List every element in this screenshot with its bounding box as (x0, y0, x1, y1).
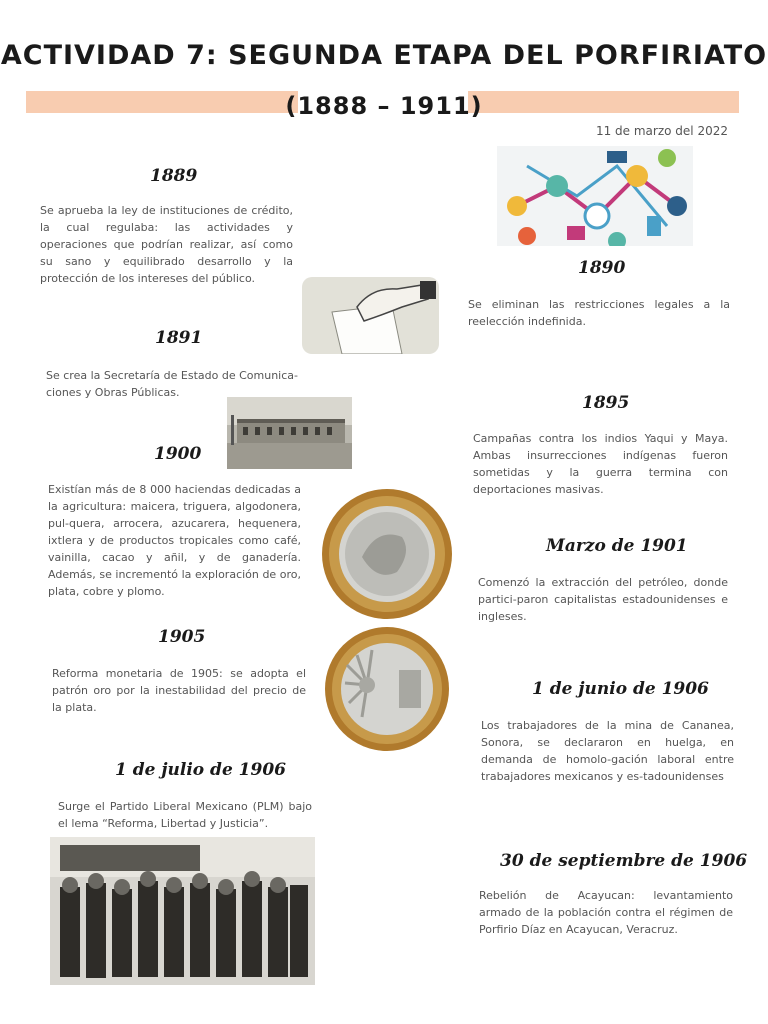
text-1905: Reforma monetaria de 1905: se adopta el patrón oro por la inestabilidad del precio de la plata. (52, 667, 306, 714)
text-1891: Se crea la Secretaría de Estado de Comunica-ciones y Obras Públicas. (46, 369, 298, 399)
heading-1900: 1900 (154, 444, 202, 464)
page-subtitle: (1888 – 1911) (285, 92, 483, 120)
text-1889: Se aprueba la ley de instituciones de crédito, la cual regulaba: las actividades y operaciones que podrían realizar, así como su sano y equilibrado desarrollo y la protección de los intereses del público. (40, 204, 293, 285)
page-title: ACTIVIDAD 7: SEGUNDA ETAPA DEL PORFIRIATO (0, 40, 768, 71)
text-1890: Se eliminan las restricciones legales a la reelección indefinida. (468, 298, 730, 328)
heading-1906-junio: 1 de junio de 1906 (532, 679, 709, 699)
coin-sun-image (317, 625, 458, 753)
document-date: 11 de marzo del 2022 (595, 124, 728, 138)
plm-group-photo (50, 837, 315, 985)
text-1906-julio: Surge el Partido Liberal Mexicano (PLM) bajo el lema “Reforma, Libertad y Justicia”. (58, 800, 312, 830)
text-1901: Comenzó la extracción del petróleo, donde partici-paron capitalistas estadounidenses e ingleses. (478, 576, 728, 623)
finance-network-image (497, 146, 693, 246)
heading-1890: 1890 (578, 258, 626, 278)
heading-1895: 1895 (582, 393, 630, 413)
coin-eagle-image (317, 487, 458, 621)
text-1895: Campañas contra los indios Yaqui y Maya. Ambas insurrecciones indígenas fueron sometidas y la guerra termina con deportaciones masivas. (473, 432, 728, 496)
heading-1901: Marzo de 1901 (546, 536, 688, 556)
building-photo (227, 397, 352, 469)
heading-1905: 1905 (158, 627, 206, 647)
heading-1891: 1891 (155, 328, 203, 348)
text-1906-septiembre: Rebelión de Acayucan: levantamiento armado de la población contra el régimen de Porfirio Díaz en Acayucan, Veracruz. (479, 889, 733, 936)
heading-1906-septiembre: 30 de septiembre de 1906 (500, 851, 748, 871)
heading-1889: 1889 (150, 166, 198, 186)
heading-1906-julio: 1 de julio de 1906 (115, 760, 286, 780)
text-1906-junio: Los trabajadores de la mina de Cananea, Sonora, se declararon en huelga, en demanda de homolo-gación laboral entre trabajadores mexicanos y es-tadounidenses (481, 719, 734, 783)
ballot-hand-image (302, 277, 439, 354)
text-1900: Existían más de 8 000 haciendas dedicadas a la agricultura: maicera, triguera, algodonera, pul-quera, arrocera, azucarera, hequenera, ixtlera y de productos tropicales como café, vainilla, cacao y añil, y de ganadería. Además, se incrementó la exploración de oro, plata, cobre y plomo. (48, 483, 301, 598)
